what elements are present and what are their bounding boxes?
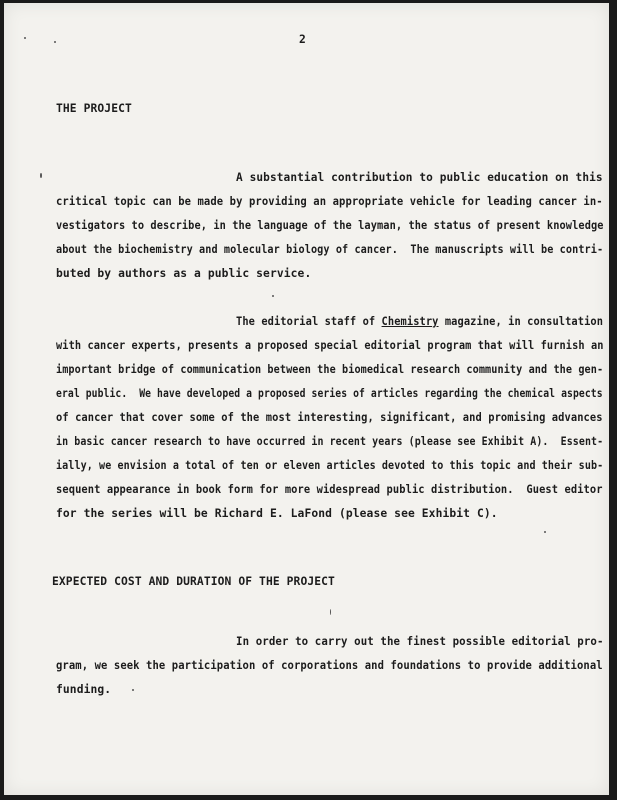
section-heading-project: THE PROJECT [56,102,132,115]
paragraph-line: about the biochemistry and molecular biology of cancer. The manuscripts will be contri- [56,243,604,256]
scan-speck [132,689,134,691]
paragraph-line: ially, we envision a total of ten or eleven articles devoted to this topic and their sub- [56,459,604,472]
paragraph-line: with cancer experts, presents a proposed special editorial program that will furnish an [56,339,604,352]
paragraph-line [236,315,603,328]
paragraph-line: of cancer that cover some of the most interesting, significant, and promising advances [56,411,603,424]
paragraph-line: eral public. We have developed a proposed series of articles regarding the chemical aspects [56,387,603,400]
scan-speck [54,41,56,43]
scan-speck [544,531,546,533]
paragraph-line: vestigators to describe, in the language of the layman, the status of present knowledge [56,219,604,232]
paragraph-line: critical topic can be made by providing an appropriate vehicle for leading cancer in- [56,195,603,208]
paragraph-line: buted by authors as a public service. [56,267,312,280]
scan-speck [330,609,331,615]
scan-speck [24,37,26,39]
section-heading-cost: EXPECTED COST AND DURATION OF THE PROJECT [52,575,335,588]
scan-speck [40,173,42,178]
paragraph-line: for the series will be Richard E. LaFond (please see Exhibit C). [56,507,498,520]
paragraph-line: funding. [56,683,112,696]
magazine-title: Chemistry [381,315,439,328]
text-run: The editorial staff of [236,315,382,328]
page-number: 2 [299,33,306,46]
paragraph-line: gram, we seek the participation of corporations and foundations to provide additional [56,659,603,672]
paragraph-line: important bridge of communication between the biomedical research community and the gen- [56,363,604,376]
scan-speck [272,295,274,297]
paragraph-line: in basic cancer research to have occurred in recent years (please see Exhibit A). Essent- [56,435,604,448]
paragraph-line: In order to carry out the finest possible editorial pro- [236,635,604,648]
paragraph-line: A substantial contribution to public education on this [236,171,603,184]
document-page [4,3,609,795]
text-run: magazine, in consultation [438,315,604,328]
paragraph-line: sequent appearance in book form for more widespread public distribution. Guest editor [56,483,603,496]
